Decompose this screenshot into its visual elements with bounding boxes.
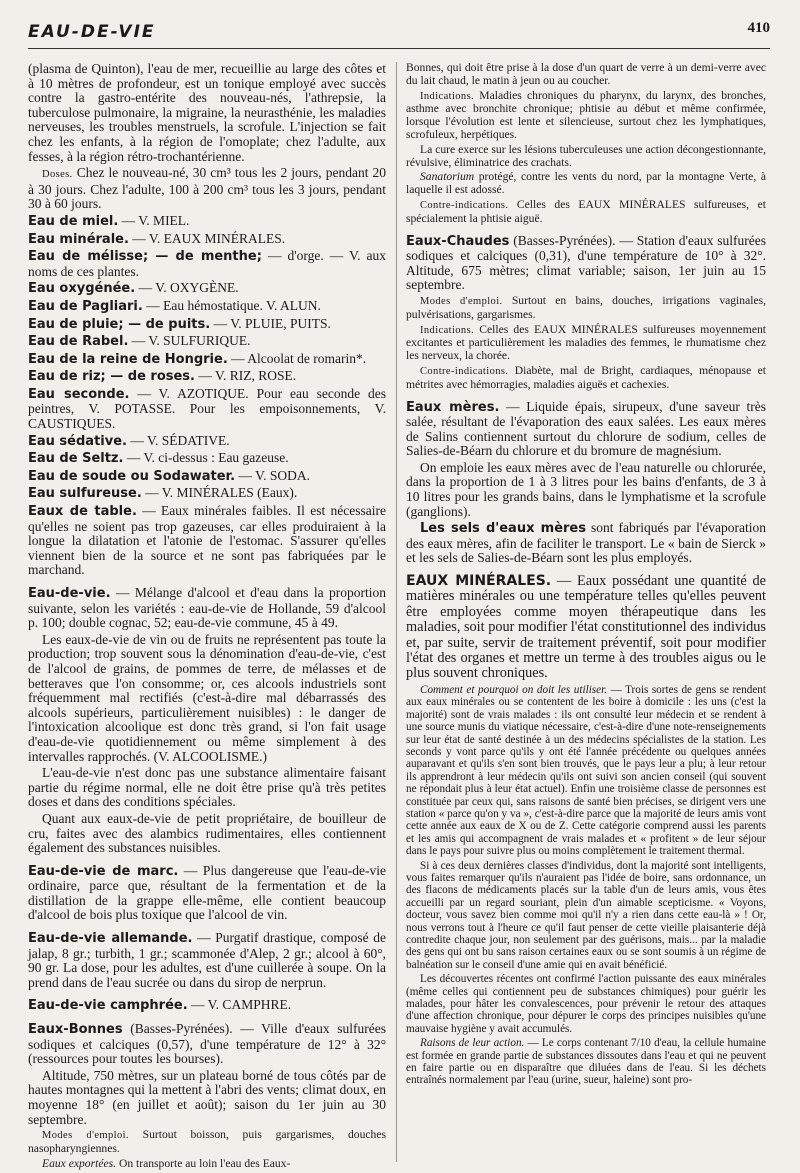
entry-text: — V. EAUX MINÉRALES.: [128, 230, 286, 246]
modes-label: Modes d'emploi.: [420, 295, 503, 307]
cross-reference-entry: [28, 249, 386, 279]
entry-text: (Basses-Pyrénées). — Ville d'eaux sulfurées sodiques et calciques (0,57), d'une température de 12° à 32° (ressources pour toutes les bourses).: [28, 1021, 386, 1067]
eaux-bonnes-indications: [406, 90, 766, 142]
modes-text: Surtout en bains, douches, irrigations vaginales, pulvérisations, gargarismes.: [406, 293, 767, 321]
eaux-bonnes-exportees: [28, 1158, 386, 1171]
eaux-bonnes-contre-indications: [406, 199, 766, 226]
eaux-bonnes-paragraph-2: Altitude, 750 mètres, sur un plateau borné de tous côtés par de hautes montagnes qui la mettent à l'abri des vents; climat doux, en moyenne 18° (en juillet et août); saison du 1er juin au 30 septembre.: [28, 1067, 386, 1127]
entry-term: Eau-de-vie de marc.: [28, 863, 179, 879]
entry-eau-de-vie-de-marc: [28, 864, 386, 923]
comment-label: Comment et pourquoi on doit les utiliser.: [420, 683, 608, 696]
entry-text: — V. CAMPHRE.: [187, 997, 292, 1013]
column-divider: [396, 62, 397, 1162]
raisons-text: — Le corps contenant 7/10 d'eau, la cellule humaine est formée en grande partie de substances dissoutes dans l'eau et qui ne peuvent en faire partie ou en disparaître que diluées dans de l'eau. Si les déchets entraînés normalement par l'eau (urine, sueur, haleine) sont pro-: [406, 1037, 766, 1087]
entry-term: Eaux de table.: [28, 504, 137, 520]
entry-term: Eau-de-vie allemande.: [28, 931, 193, 947]
eaux-chaudes-contre-indications: [406, 365, 766, 392]
entry-eaux-minerales: [406, 574, 766, 682]
plasma-paragraph: (plasma de Quinton), l'eau de mer, recueillie au large des côtes et à 10 mètres de profondeur, est un tonique employé avec succès contre la gastro-entérite des nouveau-nés, l'athrepsie, la tuberculose pulmonaire, la migraine, la neurasthénie, les maladies nerveuses, les troubles menstruels, la scrofule. L'injection se fait chez les enfants, à la région de l'omoplate; chez l'adulte, aux fesses, à la région rétro-trochantérienne.: [28, 61, 386, 164]
sanatorium-text: protégé, contre les vents du nord, par la montagne Verte, à laquelle il est adossé.: [406, 170, 766, 197]
entry-text: — Mélange d'alcool et d'eau dans la proportion suivante, selon les variétés : eau-de-vie de Hollande, 59 d'alcool p. 100; double cognac, 52; eau-de-vie commune, 45 à 49.: [28, 585, 386, 631]
entry-term: Eau de la reine de Hongrie.: [28, 351, 228, 367]
entry-text: — V. RIZ, ROSE.: [195, 368, 297, 384]
indications-label: Indications.: [420, 324, 475, 336]
entry-term: Eau de soude ou Sodawater.: [28, 468, 236, 484]
doses-paragraph: [28, 166, 386, 212]
entry-term: Eau sulfureuse.: [28, 486, 142, 502]
entry-text: — V. OXYGÈNE.: [135, 280, 239, 296]
right-column: [406, 62, 766, 1162]
entry-text: — V. SODA.: [235, 467, 310, 483]
entry-text: — V. ci-dessus : Eau gazeuse.: [123, 450, 289, 466]
cross-reference-entry: [28, 352, 386, 368]
contre-indications-label: Contre-indications.: [420, 199, 509, 211]
cross-reference-entry: [28, 469, 386, 485]
page-number: 410: [747, 20, 770, 36]
entry-text: — Liquide épais, sirupeux, d'une saveur très salée, résultant de l'évaporation des eaux salées. Les eaux mères de Salins contiennent surtout du chlorure de sodium, celles de Salies-de-Béarn du chlorure et du bromure de magnésium.: [406, 398, 766, 459]
eaux-bonnes-sanatorium: [406, 171, 766, 197]
entry-text: — V. MIEL.: [118, 212, 190, 228]
entry-term: Eau de mélisse; — de menthe;: [28, 249, 262, 265]
indications-text: Celles des EAUX MINÉRALES sulfureuses moyennement excitantes et particulièrement les maladies des femmes, le rhumatisme chez les nerveux, la chorée.: [406, 322, 766, 363]
sels-term: Les sels d'eaux mères: [420, 521, 586, 537]
running-head: [28, 18, 770, 49]
cross-reference-entry: [28, 299, 386, 315]
entry-text: — Alcoolat de romarin*.: [227, 350, 367, 366]
cross-reference-entry: [28, 451, 386, 467]
eaux-minerales-raisons: [406, 1037, 766, 1087]
entry-term: Eau de Seltz.: [28, 451, 124, 467]
contre-indications-text: Celles des EAUX MINÉRALES sulfureuses, et spécialement la phtisie aiguë.: [406, 197, 766, 225]
entry-text: — Eaux possédant une quantité de matières minérales ou une température telles qu'elles peuvent être employées comme moyen thérapeutique dans les maladies, soit pour modifier l'état constitutionnel des individus et, par suite, servir de traitement préventif, soit pour modifier l'état des organes et mettre un terme à des troubles aigus ou le plus souvent chroniques.: [406, 573, 766, 682]
entry-text: — d'orge. — V. aux noms de ces plantes.: [28, 248, 386, 279]
entry-term: Eau de pluie; — de puits.: [28, 316, 211, 332]
cross-reference-entry: [28, 387, 386, 432]
eaux-meres-paragraph-2: On emploie les eaux mères avec de l'eau naturelle ou chlorurée, dans la proportion de 1 à 3 litres pour les bains d'enfants, de 3 à 10 litres pour les grands bains, dans le lymphatisme et la scrofule (ganglions).: [406, 459, 766, 519]
entry-eaux-bonnes: [28, 1022, 386, 1067]
entry-term: Eaux-Chaudes: [406, 233, 510, 249]
doses-label: Doses.: [42, 169, 73, 181]
entry-eaux-meres: [406, 400, 766, 459]
doses-text: Chez le nouveau-né, 30 cm³ tous les 2 jours, pendant 20 à 30 jours. Chez l'adulte, 100 à 200 cm³ tous les 3 jours, pendant 30 à 60 jours.: [28, 165, 386, 212]
entry-text: — V. SÉDATIVE.: [126, 432, 230, 448]
entry-text: — Purgatif drastique, composé de jalap, 8 gr.; turbith, 1 gr.; scammonée d'Alep, 2 gr.; alcool à 60°, 90 gr. La dose, pour les adultes, est d'une cuillerée à soupe. On la prend dans de l'eau sucrée ou dans du sirop de nerprun.: [28, 930, 387, 990]
eaux-bonnes-continuation: Bonnes, qui doit être prise à la dose d'un quart de verre à un demi-verre avec du lait chaud, le matin à jeun ou au coucher.: [406, 61, 766, 87]
sels-text: sont fabriqués par l'évaporation des eaux mères, afin de faciliter le transport. Le « bain de Sierck » et les sels de Salies-de-Béarn sont les plus employés.: [406, 520, 766, 566]
eau-de-vie-paragraph-2: Les eaux-de-vie de vin ou de fruits ne représentent pas toute la production; trop souvent sous la dénomination d'eau-de-vie, c'est de l'alcool de grains, de pommes de terre, de mélasses et de betteraves que l'on consomme; or, ces alcools industriels sont fréquemment mal rectifiés (c'est-à-dire mal débarrassés des alcools supérieurs, particulièrement nuisibles) : le danger de l'intoxication alcoolique est donc très grand, si l'on fait usage d'eau-de-vie quotidiennement ou même simplement à des intervalles rapprochés. (V. ALCOOLISME.): [28, 631, 386, 764]
entry-text: — Plus dangereuse que l'eau-de-vie ordinaire, parce que, résultant de la fermentation et de la distillation de la grappe elle-même, elle contient beaucoup d'alcool de bois plus toxique que l'alcool de vin.: [28, 862, 386, 923]
entry-term: Eau de riz; — de roses.: [28, 369, 195, 385]
cross-reference-entry: [28, 486, 386, 502]
entry-term: Eau de Rabel.: [28, 334, 129, 350]
eau-de-vie-paragraph-3: L'eau-de-vie n'est donc pas une substance alimentaire faisant partie du régime normal, elle ne doit être prise qu'à très petites doses et dans des conditions spéciales.: [28, 765, 386, 810]
entry-eaux-chaudes: [406, 234, 766, 293]
cross-reference-entry: [28, 334, 386, 350]
cross-reference-entry: [28, 317, 386, 333]
indications-text: Maladies chroniques du pharynx, du larynx, des bronches, asthme avec bronchite chronique; phtisie au début et même confirmée, lorsque l'évolution est lente et silencieuse, surtout chez les lymphatiques, scrofuleux, herpétiques.: [406, 88, 766, 141]
eaux-minerales-decouvertes: Les découvertes récentes ont confirmé l'action puissante des eaux minérales (même celles qui contiennent peu de substances chimiques) pour guérir les malades, pour hâter les convalescences, pour prévenir le retour des attaques d'une affection chronique, pour dépurer le corps des principes nuisibles qu'une mauvaise hygiène y avait accumulés.: [406, 973, 766, 1035]
entry-eau-de-vie: [28, 586, 386, 631]
entry-term: Eau de miel.: [28, 213, 119, 229]
running-head-title: EAU-DE-VIE: [28, 22, 156, 42]
eaux-minerales-comment: [406, 684, 766, 858]
cross-reference-entry: [28, 369, 386, 385]
exportees-label: Eaux exportées.: [42, 1156, 117, 1170]
left-column: [28, 61, 387, 1170]
raisons-label: Raisons de leur action.: [420, 1037, 525, 1050]
eaux-minerales-deux-classes: Si à ces deux dernières classes d'individus, dont la majorité sont intelligents, vous faites remarquer qu'ils n'auraient pas l'idée de boire, sans ordonnance, un des flacons de médicaments placés sur la table d'un de leurs amis, vous êtes accueilli par un regard souriant, plein d'un aimable scepticisme. « Voyons, docteur, vous savez bien comme moi qu'il n'y a rien dans cette eau-là » ! Or, nous verrons tout à l'heure ce qu'il faut penser de cette vieille plaisanterie déjà contredite chaque jour, non seulement par des guérisons, mais... par la maladie des gens qui ont bu sans raison certaines eaux ou se sont soumis à un régime de balnéation sur le conseil d'une amie qui en avait bénéficié.: [406, 859, 766, 971]
cross-reference-entry: [28, 214, 386, 230]
entry-eau-de-vie-allemande: [28, 931, 386, 990]
eaux-chaudes-indications: [406, 324, 766, 363]
entry-text: (Basses-Pyrénées). — Station d'eaux sulfurées sodiques et calciques (0,31), d'une température de 10° à 32°. Altitude, 675 mètres; climat variable; saison, 1er juin au 15 septembre.: [406, 232, 766, 293]
entry-term: Eau-de-vie.: [28, 586, 111, 601]
entry-term: Eau de Pagliari.: [28, 298, 143, 314]
cross-reference-entry: [28, 281, 386, 297]
entry-term: Eau minérale.: [28, 231, 129, 247]
entry-text: — V. MINÉRALES (Eaux).: [141, 485, 298, 501]
cross-reference-entry: [28, 232, 386, 248]
entry-text: — V. PLUIE, PUITS.: [210, 315, 331, 331]
entry-text: — V. SULFURIQUE.: [128, 333, 251, 349]
entry-term: EAUX MINÉRALES.: [406, 573, 552, 590]
entry-term: Eaux-Bonnes: [28, 1022, 123, 1038]
eaux-chaudes-modes: [406, 295, 766, 322]
indications-label: Indications.: [420, 90, 475, 102]
eaux-bonnes-modes: [28, 1129, 386, 1156]
cross-reference-entry: [28, 504, 386, 578]
cross-reference-list: [28, 214, 386, 578]
entry-term: Eau-de-vie camphrée.: [28, 998, 188, 1014]
entry-term: Eau sédative.: [28, 433, 127, 449]
entry-text: — V. AZOTIQUE. Pour eau seconde des peintres, V. POTASSE. Pour les empoisonnements, V. CAUSTIQUES.: [28, 385, 386, 432]
entry-term: Eau seconde.: [28, 386, 130, 402]
sanatorium-label: Sanatorium: [420, 170, 475, 184]
comment-text: — Trois sortes de gens se rendent aux eaux minérales ou se contentent de les boire à domicile : les uns (c'est la majorité) sont de vrais malades : ils ont consulté leur médecin et se rendent à une source munis du viatique nécessaire, c'est-à-dire d'une note-renseignements sur leur état de santé destinée à un des médecins spécialistes de la station. Les seconds y vont parce qu'ils y ont été l'année précédente ou quelques années auparavant et qu'ils s'en sont bien trouvés, que le pays leur a plu; à leur retour ils apprendront à leur médecin qu'ils ont suivi son ancien conseil (qui souvent ne répondait plus à leur état actuel). Enfin une troisième classe de personnes est constituée par ceux qui, sans raisons de santé bien précises, se dirigent vers une station « parce qu'on y va », c'est-à-dire parce que la majorité de leurs amis vont cette année aux eaux de X ou de Z. Cette catégorie comprend aussi les parents et les amis qui accompagnent de vrais malades et « profitent » de leur séjour dans le pays pour suivre plus ou moins complètement le traitement thermal.: [406, 683, 766, 858]
eau-de-vie-paragraph-4: Quant aux eaux-de-vie de petit propriétaire, de bouilleur de cru, faites avec des alambics rudimentaires, elles contiennent également des substances nuisibles.: [28, 810, 386, 856]
contre-indications-text: Diabète, mal de Bright, cardiaques, ménopause et métrites avec hémorragies, maladies aiguës et cachexies.: [406, 363, 766, 391]
entry-text: — Eaux minérales faibles. Il est nécessaire qu'elles ne soient pas trop gazeuses, car elles produiraient à la longue la dilatation et l'atonie de l'estomac. S'assurer qu'elles viennent bien de la source et ne sont pas fabriquées par le marchand.: [28, 503, 386, 578]
entry-term: Eau oxygénée.: [28, 281, 136, 297]
modes-label: Modes d'emploi.: [42, 1130, 129, 1142]
exportees-text: On transporte au loin l'eau des Eaux-: [116, 1156, 291, 1170]
entry-text: — Eau hémostatique. V. ALUN.: [142, 297, 321, 313]
eaux-bonnes-cure: La cure exerce sur les lésions tuberculeuses une action décongestionnante, révulsive, éliminatrice des crachats.: [406, 142, 766, 169]
entry-term: Eaux mères.: [406, 399, 500, 415]
entry-eau-de-vie-camphree: [28, 998, 386, 1014]
contre-indications-label: Contre-indications.: [420, 365, 509, 377]
eaux-meres-sels: [406, 521, 766, 566]
cross-reference-entry: [28, 434, 386, 450]
modes-text: Surtout boisson, puis gargarismes, douches nasopharyngiennes.: [28, 1128, 386, 1155]
